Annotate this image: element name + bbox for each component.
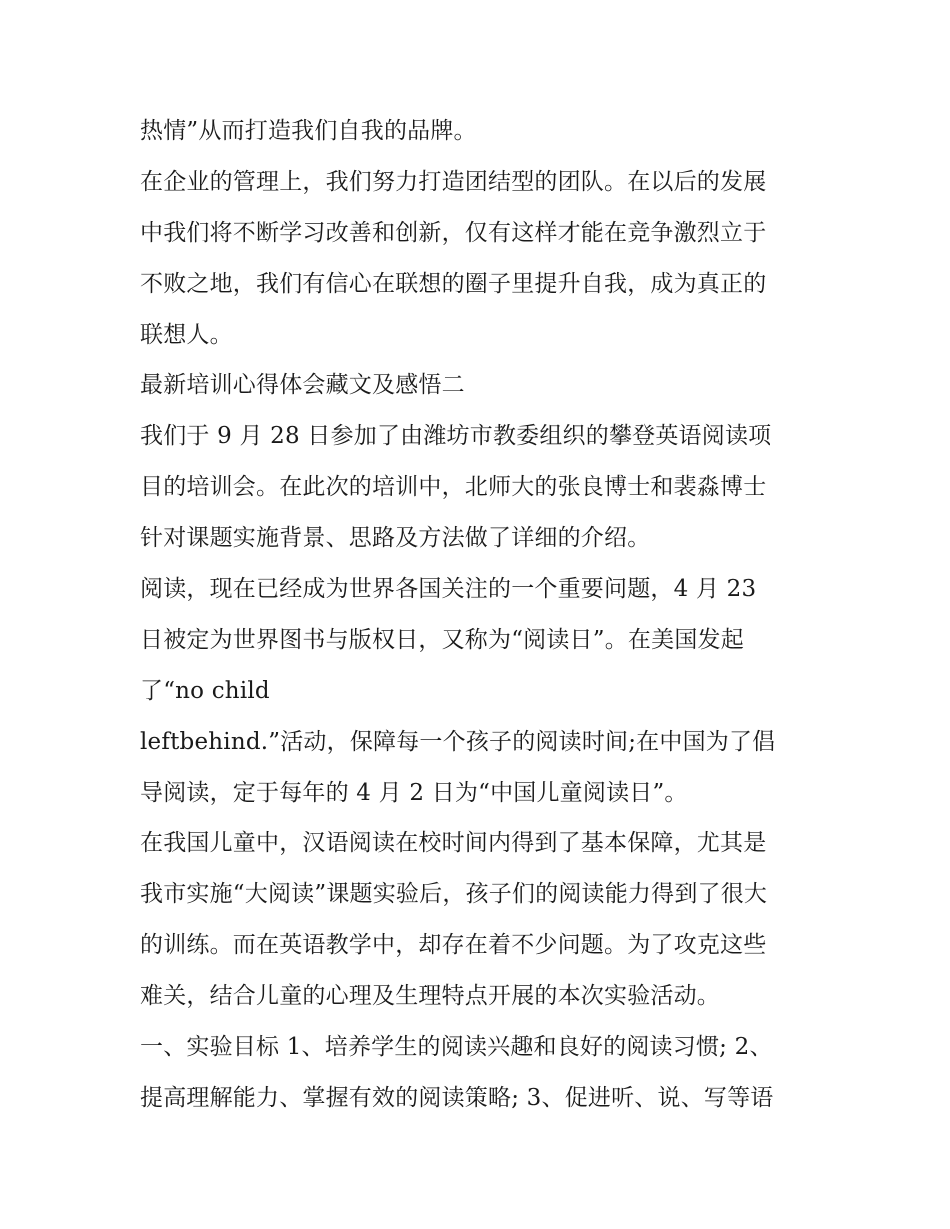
text-line: 针对课题实施背景、思路及方法做了详细的介绍。 <box>140 525 651 552</box>
text-line: 提高理解能力、掌握有效的阅读策略; 3、促进听、说、写等语 <box>140 1084 774 1111</box>
text-line: 在企业的管理上，我们努力打造团结型的团队。在以后的发展 <box>140 168 767 195</box>
text-line: 热情”从而打造我们自我的品牌。 <box>140 118 477 144</box>
text-line: 日被定为世界图书与版权日，又称为“阅读日”。在美国发起 <box>140 626 744 653</box>
text-line: 在我国儿童中，汉语阅读在校时间内得到了基本保障，尤其是 <box>140 830 767 857</box>
text-line: 中我们将不断学习改善和创新，仅有这样才能在竞争激烈立于 <box>140 219 767 246</box>
text-line: 了“no child <box>140 677 270 704</box>
document-body <box>140 110 820 1128</box>
text-line: 难关，结合儿童的心理及生理特点开展的本次实验活动。 <box>140 983 720 1010</box>
text-line: 导阅读，定于每年的 4 月 2 日为“中国儿童阅读日”。 <box>140 779 688 806</box>
text-line: 我市实施“大阅读”课题实验后，孩子们的阅读能力得到了很大 <box>140 881 768 908</box>
text-line: 不败之地，我们有信心在联想的圈子里提升自我，成为真正的 <box>140 270 767 297</box>
text-line: 阅读，现在已经成为世界各国关注的一个重要问题，4 月 23 <box>140 576 757 603</box>
text-line: 的训练。而在英语教学中，却存在着不少问题。为了攻克这些 <box>140 932 767 959</box>
text-line: 一、实验目标 1、培养学生的阅读兴趣和良好的阅读习惯; 2、 <box>140 1034 773 1061</box>
text-line: 我们于 9 月 28 日参加了由潍坊市教委组织的攀登英语阅读项 <box>140 423 772 450</box>
text-line: leftbehind.”活动，保障每一个孩子的阅读时间;在中国为了倡 <box>140 728 776 755</box>
text-line: 联想人。 <box>140 321 233 348</box>
section-heading: 最新培训心得体会藏文及感悟二 <box>140 372 465 399</box>
text-line: 目的培训会。在此次的培训中，北师大的张良博士和裴淼博士 <box>140 474 767 501</box>
